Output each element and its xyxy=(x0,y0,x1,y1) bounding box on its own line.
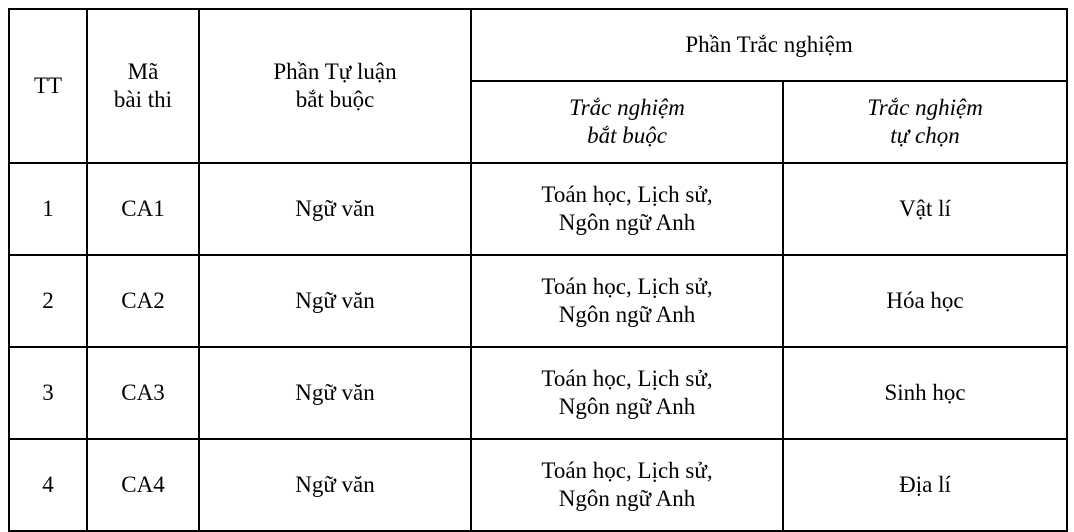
header-ma-bai-thi-line1: Mã xyxy=(127,58,159,84)
cell-trac-nghiem-bat-buoc xyxy=(471,439,783,531)
table-header-row-top xyxy=(9,9,1067,81)
table-row xyxy=(9,347,1067,439)
header-trac-nghiem-bat-buoc-line1: Trắc nghiệm xyxy=(569,94,685,120)
cell-tt: 4 xyxy=(9,439,87,531)
cell-trac-nghiem-bat-buoc-line2: Ngôn ngữ Anh xyxy=(558,302,696,327)
cell-trac-nghiem-tu-chon: Địa lí xyxy=(783,439,1067,531)
cell-trac-nghiem-tu-chon: Hóa học xyxy=(783,255,1067,347)
header-phan-trac-nghiem: Phần Trắc nghiệm xyxy=(471,9,1067,81)
table-row xyxy=(9,439,1067,531)
table-row xyxy=(9,163,1067,255)
cell-trac-nghiem-bat-buoc-line2: Ngôn ngữ Anh xyxy=(558,394,696,419)
cell-tt: 3 xyxy=(9,347,87,439)
cell-tt: 2 xyxy=(9,255,87,347)
cell-trac-nghiem-bat-buoc-line2: Ngôn ngữ Anh xyxy=(558,486,696,511)
table-row xyxy=(9,255,1067,347)
cell-trac-nghiem-bat-buoc xyxy=(471,255,783,347)
cell-ma-bai-thi: CA3 xyxy=(87,347,199,439)
header-trac-nghiem-bat-buoc-line2: bắt buộc xyxy=(587,123,667,148)
cell-trac-nghiem-tu-chon: Vật lí xyxy=(783,163,1067,255)
header-trac-nghiem-tu-chon-line1: Trắc nghiệm xyxy=(867,94,983,120)
cell-ma-bai-thi: CA2 xyxy=(87,255,199,347)
cell-ma-bai-thi: CA1 xyxy=(87,163,199,255)
header-ma-bai-thi-line2: bài thi xyxy=(113,87,173,112)
cell-ma-bai-thi: CA4 xyxy=(87,439,199,531)
cell-trac-nghiem-bat-buoc-line1: Toán học, Lịch sử, xyxy=(541,365,713,391)
cell-tt: 1 xyxy=(9,163,87,255)
header-ma-bai-thi xyxy=(87,9,199,163)
cell-trac-nghiem-bat-buoc-line1: Toán học, Lịch sử, xyxy=(541,273,713,299)
header-phan-tu-luan-line1: Phần Tự luận xyxy=(273,58,397,84)
cell-trac-nghiem-bat-buoc xyxy=(471,163,783,255)
header-trac-nghiem-bat-buoc xyxy=(471,81,783,163)
cell-tu-luan: Ngữ văn xyxy=(199,347,471,439)
cell-trac-nghiem-tu-chon: Sinh học xyxy=(783,347,1067,439)
header-tt: TT xyxy=(9,9,87,163)
cell-trac-nghiem-bat-buoc-line2: Ngôn ngữ Anh xyxy=(558,210,696,235)
header-phan-tu-luan-line2: bắt buộc xyxy=(295,87,375,112)
cell-trac-nghiem-bat-buoc-line1: Toán học, Lịch sử, xyxy=(541,457,713,483)
cell-tu-luan: Ngữ văn xyxy=(199,255,471,347)
exam-subjects-table xyxy=(8,8,1068,532)
cell-trac-nghiem-bat-buoc xyxy=(471,347,783,439)
header-phan-tu-luan xyxy=(199,9,471,163)
cell-tu-luan: Ngữ văn xyxy=(199,163,471,255)
document-page xyxy=(0,8,1074,511)
header-trac-nghiem-tu-chon-line2: tự chọn xyxy=(890,123,960,148)
header-trac-nghiem-tu-chon xyxy=(783,81,1067,163)
cell-trac-nghiem-bat-buoc-line1: Toán học, Lịch sử, xyxy=(541,181,713,207)
cell-tu-luan: Ngữ văn xyxy=(199,439,471,531)
